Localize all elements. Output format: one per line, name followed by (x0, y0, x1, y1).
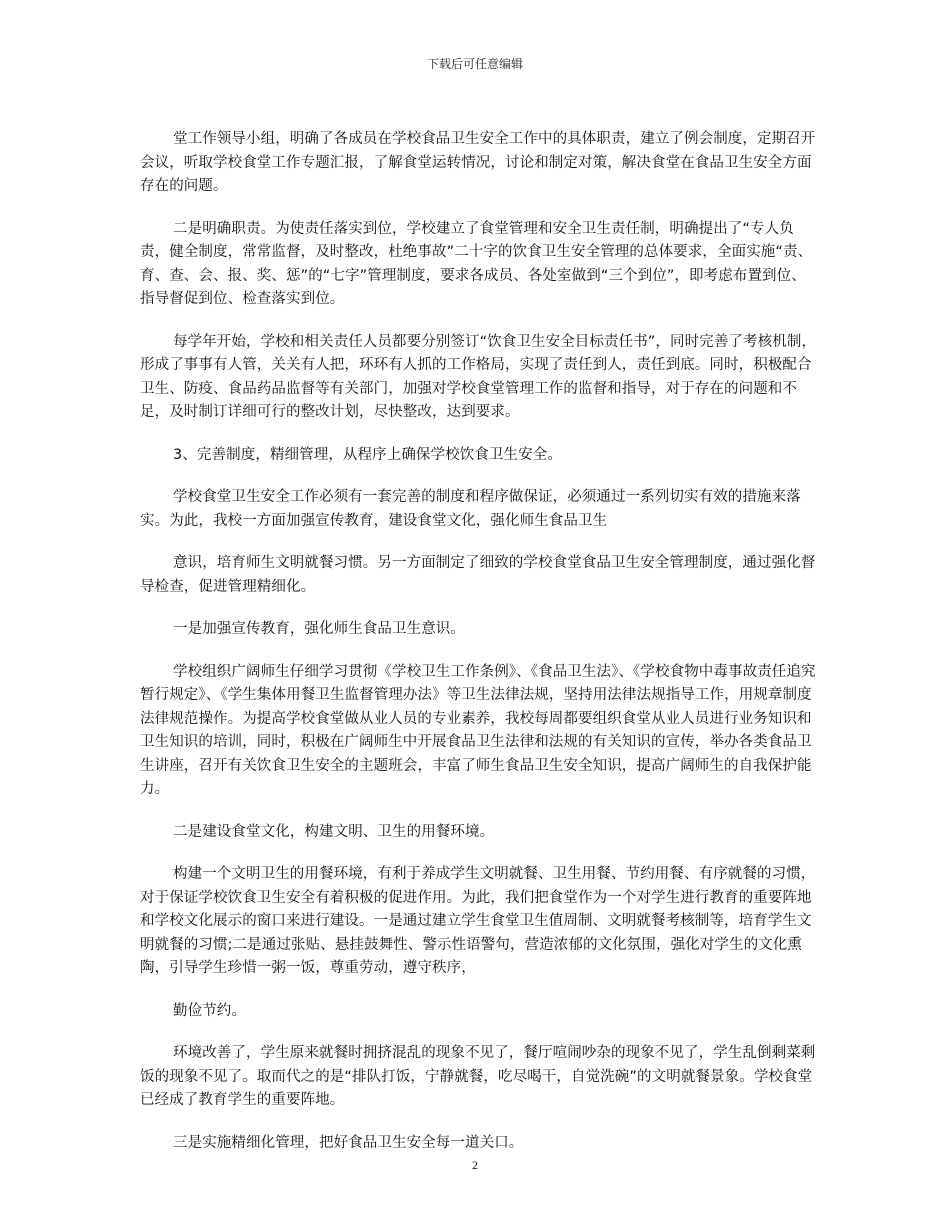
paragraph: 每学年开始，学校和相关责任人员都要分别签订“饮食卫生安全目标责任书”，同时完善了考核机制，形成了事事有人管，关关有人把，环环有人抓的工作格局，实现了责任到人，责任到底。同时，积极配合卫生、防疫、食品药品监督等有关部门，加强对学校食堂管理工作的监督和指导，对于存在的问题和不足，及时制订详细可行的整改计划，尽快整改，达到要求。 (140, 333, 817, 420)
paragraph: 构建一个文明卫生的用餐环境，有利于养成学生文明就餐、卫生用餐、节约用餐、有序就餐的习惯，对于保证学校饮食卫生安全有着积极的促进作用。为此，我们把食堂作为一个对学生进行教育的重要阵地和学校文化展示的窗口来进行建设。一是通过建立学生食堂卫生值周制、文明就餐考核制等，培育学生文明就餐的习惯;二是通过张贴、悬挂鼓舞性、警示性语警句，营造浓郁的文化氛围，强化对学生的文化熏陶，引导学生珍惜一粥一饭，尊重劳动，遵守秩序， (140, 866, 816, 976)
section-heading: 3、完善制度，精细管理，从程序上确保学校饮食卫生安全。 (173, 446, 562, 463)
paragraph: 勤俭节约。 (173, 1002, 246, 1019)
paragraph: 堂工作领导小组，明确了各成员在学校食品卫生安全工作中的具体职责，建立了例会制度，定期召开会议，听取学校食堂工作专题汇报，了解食堂运转情况，讨论和制定对策，解决食堂在食品卫生安全方面存在的问题。 (140, 131, 816, 194)
paragraph: 意识，培育师生文明就餐习惯。另一方面制定了细致的学校食堂食品卫生安全管理制度，通过强化督导检查，促进管理精细化。 (140, 555, 816, 595)
paragraph: 环境改善了，学生原来就餐时拥挤混乱的现象不见了，餐厅喧闹吵杂的现象不见了，学生乱倒剩菜剩饭的现象不见了。取而代之的是“排队打饭，宁静就餐，吃尽喝干，自觉洗碗”的文明就餐景象。学校食堂已经成了教育学生的重要阵地。 (140, 1045, 816, 1108)
page-number: 2 (472, 1158, 478, 1172)
paragraph: 学校食堂卫生安全工作必须有一套完善的制度和程序做保证，必须通过一系列切实有效的措施来落实。为此，我校一方面加强宣传教育，建设食堂文化，强化师生食品卫生 (140, 489, 801, 529)
paragraph: 二是明确职责。为使责任落实到位，学校建立了食堂管理和安全卫生责任制，明确提出了“专人负责，健全制度，常常监督，及时整改，杜绝事故”二十字的饮食卫生安全管理的总体要求，全面实施“责、育、查、会、报、奖、惩”的“七字”管理制度，要求各成员、各处室做到“三个到位”，即考虑布置到位、指导督促到位、检查落实到位。 (140, 220, 813, 307)
paragraph: 学校组织广阔师生仔细学习贯彻《学校卫生工作条例》、《食品卫生法》、《学校食物中毒事故责任追究暂行规定》、《学生集体用餐卫生监督管理办法》等卫生法律法规，坚持用法律法规指导工作，用规章制度法律规范操作。为提高学校食堂做从业人员的专业素养，我校每周都要组织食堂从业人员进行业务知识和卫生知识的培训，同时，积极在广阔师生中开展食品卫生法律和法规的有关知识的宣传，举办各类食品卫生讲座，召开有关饮食卫生安全的主题班会，丰富了师生食品卫生安全知识，提高广阔师生的自我保护能力。 (140, 663, 816, 797)
subheading: 一是加强宣传教育，强化师生食品卫生意识。 (173, 621, 465, 637)
page-header: 下载后可任意编辑 (426, 57, 523, 71)
subheading: 三是实施精细化管理，把好食品卫生安全每一道关口。 (173, 1134, 524, 1151)
subheading: 二是建设食堂文化，构建文明、卫生的用餐环境。 (173, 823, 495, 840)
document-body (140, 128, 820, 1174)
